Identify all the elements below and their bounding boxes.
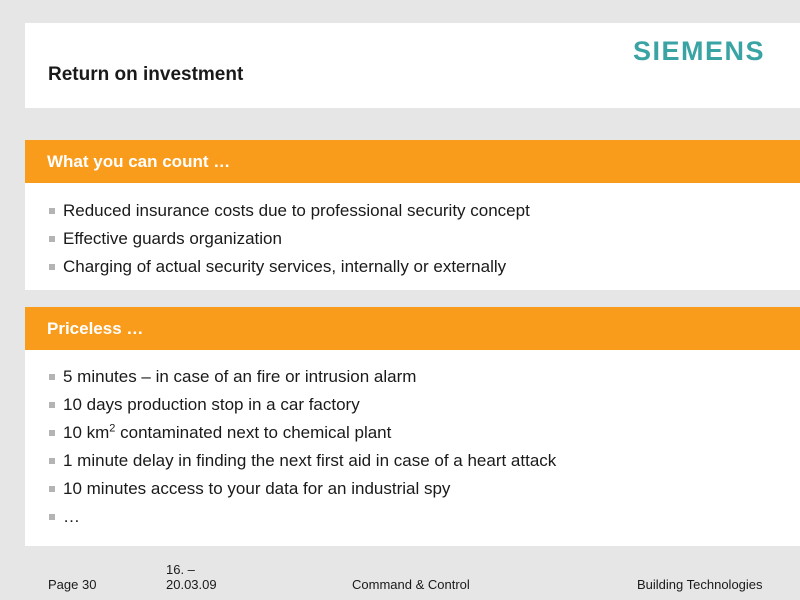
- bullet-icon: [49, 208, 55, 214]
- section-heading-priceless: Priceless …: [25, 307, 800, 350]
- footer-topic: Command & Control: [352, 577, 470, 592]
- list-item: Charging of actual security services, internally or externally: [49, 253, 530, 281]
- bullet-icon: [49, 374, 55, 380]
- list-item: 10 minutes access to your data for an industrial spy: [49, 475, 556, 503]
- page-number: Page 30: [48, 577, 97, 592]
- siemens-logo: SIEMENS: [633, 36, 766, 66]
- bullet-icon: [49, 264, 55, 270]
- list-item: Effective guards organization: [49, 225, 530, 253]
- bullet-icon: [49, 514, 55, 520]
- list-item: Reduced insurance costs due to professional security concept: [49, 197, 530, 225]
- slide-title: Return on investment: [48, 64, 244, 85]
- section-body-priceless: [25, 350, 800, 546]
- bullet-icon: [49, 430, 55, 436]
- bullet-list-count: [49, 197, 530, 281]
- list-item: 10 days production stop in a car factory: [49, 391, 556, 419]
- list-item: 10 $km^2$ contaminated next to chemical plant: [49, 419, 556, 447]
- bullet-icon: [49, 402, 55, 408]
- date-line-1: 16. –: [166, 562, 195, 577]
- footer-division: Building Technologies: [637, 577, 763, 592]
- list-item: 1 minute delay in finding the next first aid in case of a heart attack: [49, 447, 556, 475]
- section-heading-count: What you can count …: [25, 140, 800, 183]
- date-line-2: 20.03.09: [166, 577, 217, 592]
- bullet-icon: [49, 458, 55, 464]
- bullet-icon: [49, 236, 55, 242]
- list-item: …: [49, 503, 556, 531]
- bullet-list-priceless: [49, 363, 556, 531]
- section-body-count: [25, 183, 800, 290]
- bullet-icon: [49, 486, 55, 492]
- list-item: 5 minutes – in case of an fire or intrusion alarm: [49, 363, 556, 391]
